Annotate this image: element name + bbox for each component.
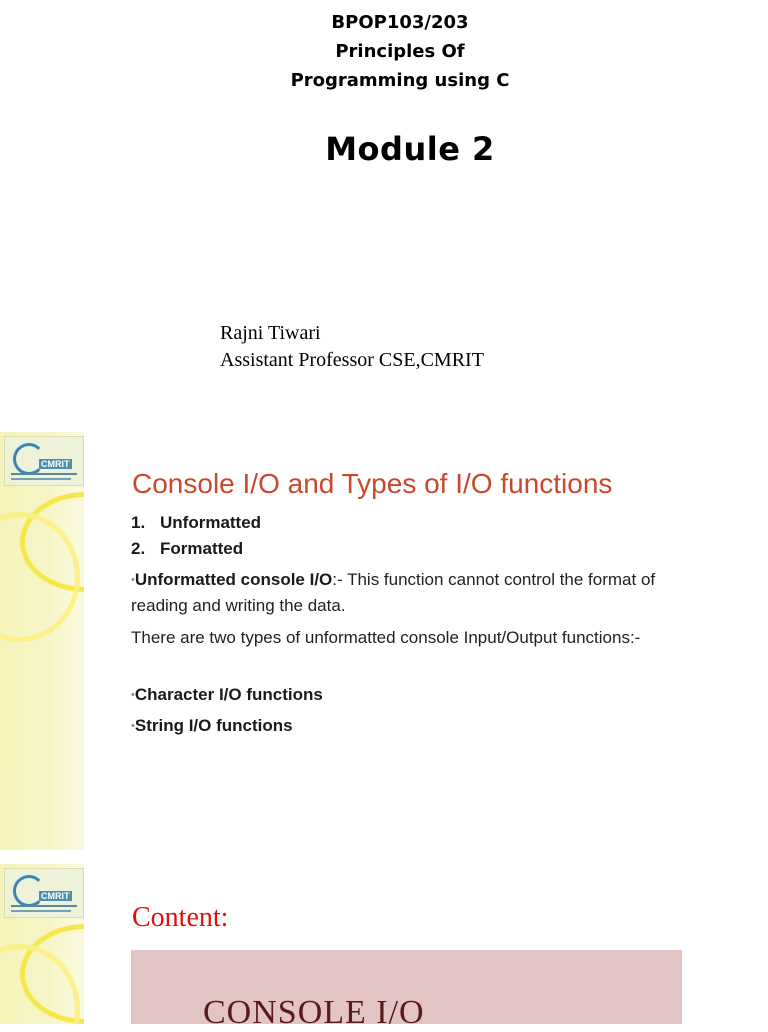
unformatted-types-intro: There are two types of unformatted console Input/Output functions:- bbox=[131, 628, 641, 647]
logo-text: CMRIT bbox=[41, 459, 70, 469]
module-title: Module 2 bbox=[325, 130, 495, 168]
course-name-line1: Principles Of bbox=[335, 41, 465, 62]
course-code: BPOP103/203 bbox=[331, 12, 469, 33]
slide-decoration-strip bbox=[0, 432, 84, 850]
unformatted-description: •Unformatted console I/O:- This function cannot control the format of reading and writing the data. bbox=[131, 570, 656, 615]
author-block bbox=[220, 320, 484, 374]
section-title: CONSOLE I/O bbox=[203, 994, 425, 1031]
list-item: 1. Unformatted bbox=[131, 513, 262, 532]
content-heading: Content: bbox=[132, 902, 229, 933]
course-heading bbox=[260, 8, 540, 95]
slide-decoration-strip bbox=[0, 864, 84, 1024]
cmrit-logo bbox=[4, 868, 84, 918]
title-slide bbox=[0, 0, 768, 420]
cmrit-logo bbox=[4, 436, 84, 486]
bullet-item: •Character I/O functions bbox=[131, 685, 323, 704]
list-item: 2. Formatted bbox=[131, 539, 244, 558]
author-title: Assistant Professor CSE,CMRIT bbox=[220, 349, 484, 371]
bullet-item: •String I/O functions bbox=[131, 716, 293, 735]
section-title-box bbox=[131, 950, 682, 1031]
io-types-list bbox=[131, 510, 261, 562]
logo-text: CMRIT bbox=[41, 891, 70, 901]
slide-title: Console I/O and Types of I/O functions bbox=[132, 468, 613, 499]
course-name-line2: Programming using C bbox=[290, 70, 510, 91]
author-name: Rajni Tiwari bbox=[220, 322, 321, 344]
